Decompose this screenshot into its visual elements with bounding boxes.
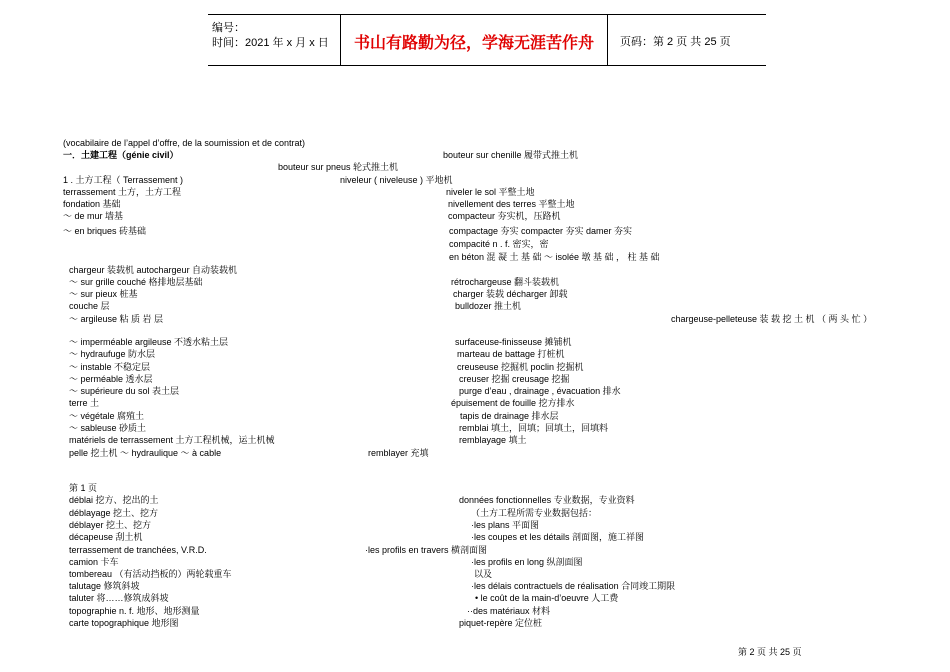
text-line: taluter 将……修筑成斜坡 xyxy=(69,593,169,603)
text-line: déblayage 挖土、挖方 xyxy=(69,508,159,518)
text-line: niveleur ( niveleuse ) 平地机 xyxy=(340,175,453,185)
text-line: chargeur 装载机 autochargeur 自动装载机 xyxy=(69,265,238,275)
text-line: ～ supérieure du sol 表土层 xyxy=(69,386,180,396)
text-line: remblayer 充填 xyxy=(368,448,429,458)
text-line: fondation 基础 xyxy=(63,199,121,209)
text-line: bouteur sur pneus 轮式推土机 xyxy=(278,162,399,172)
text-line: creuser 挖掘 creusage 挖掘 xyxy=(459,374,570,384)
text-line: ～ sur pieux 桩基 xyxy=(69,289,138,299)
text-line: terrassement de tranchées, V.R.D. xyxy=(69,545,207,555)
text-line: remblayage 填土 xyxy=(459,435,527,445)
text-line: ·les profils en travers 横剖面图 xyxy=(365,545,488,555)
text-line: compactage 夯实 compacter 夯实 damer 夯实 xyxy=(449,226,633,236)
text-line: ～ sur grille couché 格排地层基础 xyxy=(69,277,203,287)
text-line: surfaceuse-finisseuse 摊铺机 xyxy=(455,337,572,347)
section-heading: 一．土建工程（génie civil） xyxy=(63,150,179,160)
text-line: carte topographique 地形图 xyxy=(69,618,179,628)
text-line: ～ hydraufuge 防水层 xyxy=(69,349,156,359)
text-line: nivellement des terres 平整土地 xyxy=(448,199,575,209)
text-line: compacteur 夯实机，压路机 xyxy=(448,211,561,221)
text-line: tombereau （有活动挡板的）两轮载重车 xyxy=(69,569,232,579)
text-line: épuisement de fouille 挖方排水 xyxy=(451,398,575,408)
text-line: chargeuse-pelleteuse 装 载 挖 土 机 （ 两 头 忙 ） xyxy=(671,314,873,324)
text-line: • le coût de la main-d’oeuvre 人工费 xyxy=(475,593,619,603)
text-line: ～ végétale 腐殖土 xyxy=(69,411,145,421)
page-footer: 第 2 页 共 25 页 xyxy=(738,647,802,657)
text-line: niveler le sol 平整土地 xyxy=(446,187,535,197)
text-line: décapeuse 刮土机 xyxy=(69,532,143,542)
text-line: piquet-repère 定位桩 xyxy=(459,618,543,628)
text-line: terrassement 土方，土方工程 xyxy=(63,187,182,197)
text-line: matériels de terrassement 土方工程机械，运土机械 xyxy=(69,435,275,445)
text-line: charger 装载 décharger 卸载 xyxy=(453,289,568,299)
text-line: creuseuse 挖掘机 poclin 挖掘机 xyxy=(457,362,584,372)
text-line: ～ sableuse 砂质土 xyxy=(69,423,147,433)
text-line: tapis de drainage 排水层 xyxy=(460,411,559,421)
text-line: marteau de battage 打桩机 xyxy=(457,349,565,359)
page-marker: 第 1 页 xyxy=(69,483,98,493)
text-line: ·les coupes et les détails 剖面图，施工祥图 xyxy=(471,532,645,542)
text-line: déblayer 挖土、挖方 xyxy=(69,520,152,530)
text-line: déblai 挖方、挖出的土 xyxy=(69,495,159,505)
text-line: ～ argileuse 粘 质 岩 层 xyxy=(69,314,164,324)
text-line: compacité n . f. 密实，密 xyxy=(449,239,549,249)
text-line: ·les plans 平面图 xyxy=(471,520,540,530)
header-mid-cell xyxy=(341,15,608,65)
text-line: ·les délais contractuels de réalisation 合同竣工期限 xyxy=(471,581,676,591)
text-line: ～ perméable 透水层 xyxy=(69,374,153,384)
text-line: ～ en briques 砖基础 xyxy=(63,226,147,236)
text-line: （土方工程所需专业数据包括： xyxy=(471,508,598,518)
text-line: couche 层 xyxy=(69,301,110,311)
text-line: topographie n. f. 地形、地形测量 xyxy=(69,606,200,616)
header-table xyxy=(208,14,766,66)
text-line: bulldozer 推土机 xyxy=(455,301,522,311)
text-line: camion 卡车 xyxy=(69,557,119,567)
text-line: ·les profils en long 纵剖面图 xyxy=(471,557,583,567)
number-label: 编号： xyxy=(212,22,245,34)
text-line: bouteur sur chenille 履带式推土机 xyxy=(443,150,579,160)
text-line: ··des matériaux 材料 xyxy=(467,606,551,616)
text-line: rétrochargeuse 翻斗装载机 xyxy=(451,277,560,287)
text-line: ～ de mur 墙基 xyxy=(63,211,124,221)
text-line: ～ imperméable argileuse 不透水粘土层 xyxy=(69,337,229,347)
text-line: pelle 挖土机 ～ hydraulique ～ à cable xyxy=(69,448,222,458)
text-line: remblai 填土，回填；回填土，回填料 xyxy=(459,423,609,433)
time-label: 时间：2021 年 x 月 x 日 xyxy=(212,37,329,49)
slogan: 书山有路勤为径，学海无涯苦作舟 xyxy=(353,33,594,52)
text-line: ～ instable 不稳定层 xyxy=(69,362,151,372)
text-line: terre 土 xyxy=(69,398,100,408)
text-line: données fonctionnelles 专业数据，专业资料 xyxy=(459,495,635,505)
doc-subtitle: (vocabilaire de l’appel d’offre, de la soumission et de contrat) xyxy=(63,138,305,148)
text-line: 1 . 土方工程（ Terrassement ) xyxy=(63,175,184,185)
header-right-cell xyxy=(608,15,766,65)
text-line: purge d’eau , drainage , évacuation 排水 xyxy=(459,386,621,396)
page-label: 页码：第 2 页 共 25 页 xyxy=(620,36,731,48)
text-line: talutage 修筑斜坡 xyxy=(69,581,140,591)
header-left-cell xyxy=(208,15,341,65)
text-line: en béton 混 凝 土 基 础 ～ isolée 墩 基 础 ， 柱 基 础 xyxy=(449,252,660,262)
text-line: 以及 xyxy=(474,569,493,579)
